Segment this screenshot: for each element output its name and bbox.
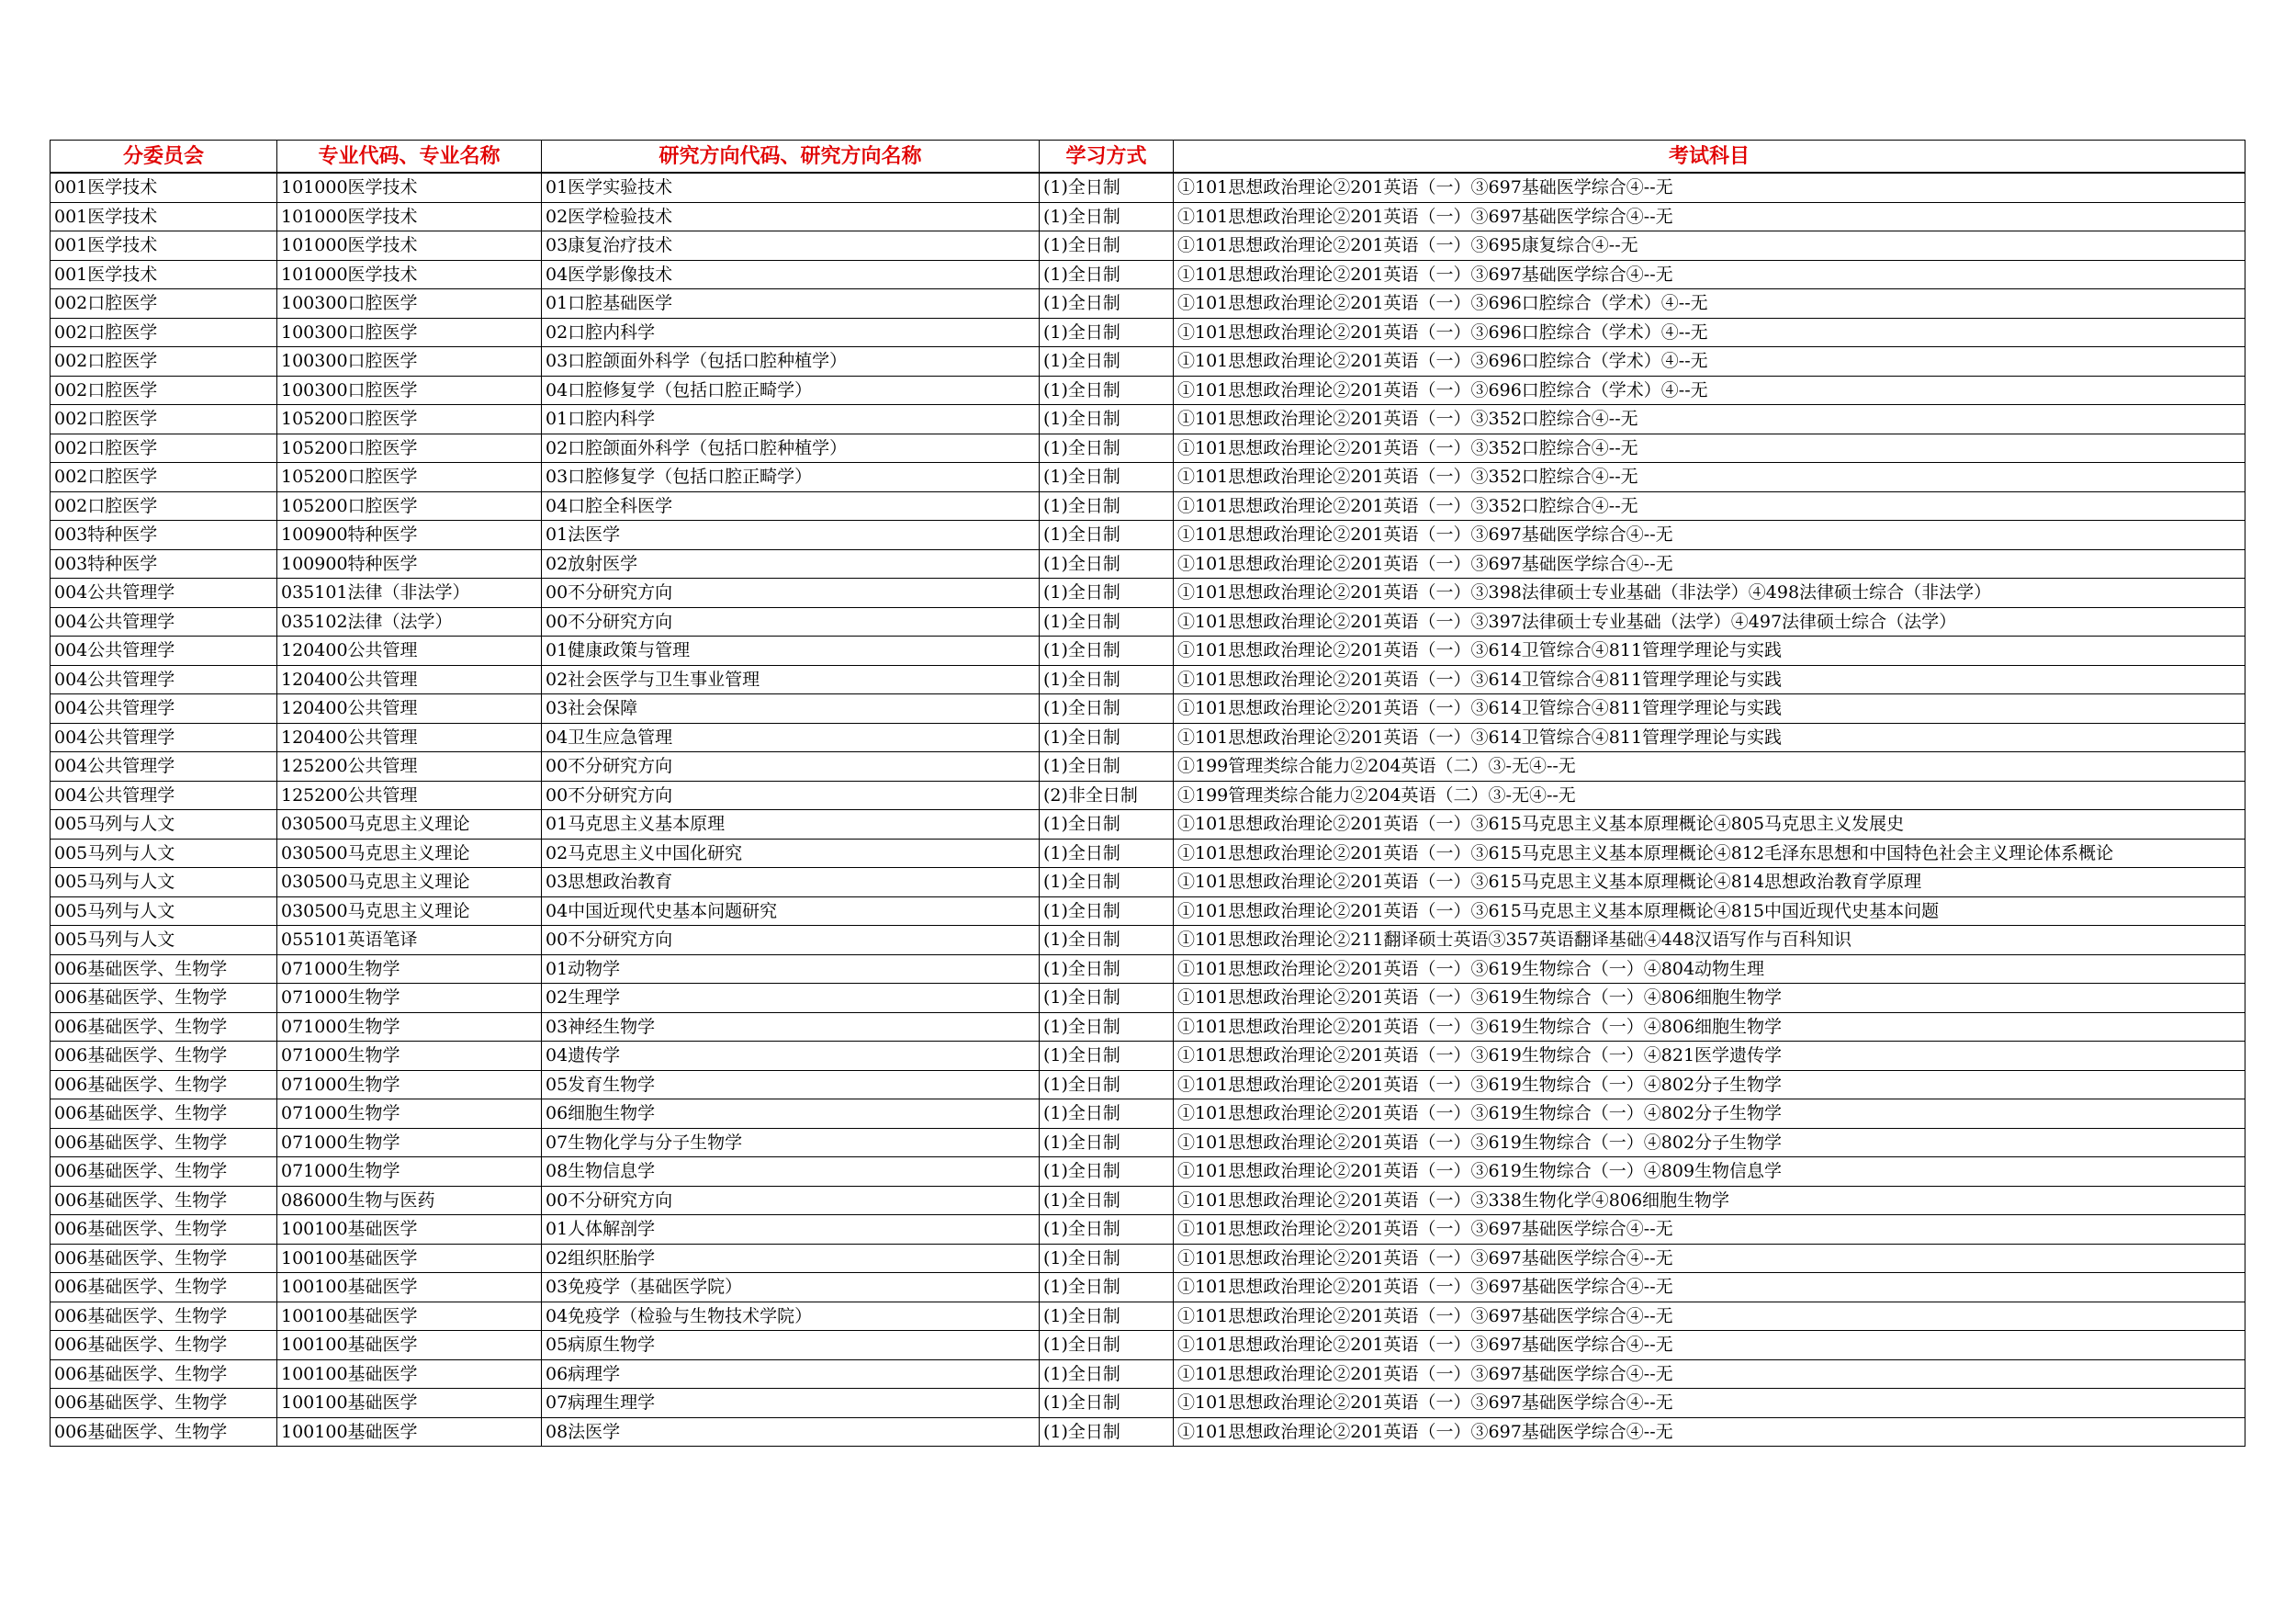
research-direction-cell: 05发育生物学 (542, 1070, 1040, 1099)
committee-cell: 004公共管理学 (51, 694, 277, 724)
study-mode-cell: (1)全日制 (1040, 637, 1174, 666)
exam-subjects-cell: ①101思想政治理论②201英语（一）③614卫管综合④811管理学理论与实践 (1174, 723, 2245, 752)
table-row (51, 896, 2245, 926)
major-cell: 105200口腔医学 (277, 405, 542, 434)
study-mode-cell: (1)全日制 (1040, 289, 1174, 319)
research-direction-cell: 08法医学 (542, 1417, 1040, 1447)
major-cell: 100100基础医学 (277, 1302, 542, 1331)
research-direction-cell: 02生理学 (542, 984, 1040, 1013)
research-direction-cell: 01人体解剖学 (542, 1215, 1040, 1245)
exam-subjects-cell: ①101思想政治理论②201英语（一）③614卫管综合④811管理学理论与实践 (1174, 694, 2245, 724)
research-direction-cell: 02马克思主义中国化研究 (542, 839, 1040, 868)
committee-cell: 006基础医学、生物学 (51, 1099, 277, 1129)
study-mode-cell: (1)全日制 (1040, 463, 1174, 492)
exam-subjects-cell: ①101思想政治理论②201英语（一）③352口腔综合④--无 (1174, 434, 2245, 463)
major-cell: 071000生物学 (277, 1042, 542, 1071)
table-row (51, 491, 2245, 521)
table-row (51, 1417, 2245, 1447)
study-mode-cell: (1)全日制 (1040, 1417, 1174, 1447)
research-direction-cell: 01法医学 (542, 521, 1040, 550)
exam-subjects-cell: ①101思想政治理论②201英语（一）③697基础医学综合④--无 (1174, 1215, 2245, 1245)
study-mode-cell: (1)全日制 (1040, 173, 1174, 202)
exam-subjects-cell: ①101思想政治理论②201英语（一）③697基础医学综合④--无 (1174, 202, 2245, 231)
committee-cell: 006基础医学、生物学 (51, 1302, 277, 1331)
header-row (51, 141, 2245, 174)
exam-subjects-cell: ①101思想政治理论②201英语（一）③398法律硕士专业基础（非法学）④498法律硕士综合（非法学） (1174, 579, 2245, 608)
research-direction-cell: 01口腔基础医学 (542, 289, 1040, 319)
major-cell: 105200口腔医学 (277, 434, 542, 463)
table-row (51, 1215, 2245, 1245)
exam-subjects-cell: ①101思想政治理论②201英语（一）③697基础医学综合④--无 (1174, 549, 2245, 579)
study-mode-cell: (1)全日制 (1040, 723, 1174, 752)
study-mode-cell: (1)全日制 (1040, 1099, 1174, 1129)
study-mode-cell: (1)全日制 (1040, 491, 1174, 521)
study-mode-cell: (1)全日制 (1040, 954, 1174, 984)
study-mode-cell: (1)全日制 (1040, 434, 1174, 463)
study-mode-cell: (1)全日制 (1040, 1389, 1174, 1418)
exam-subjects-cell: ①101思想政治理论②201英语（一）③697基础医学综合④--无 (1174, 1389, 2245, 1418)
major-cell: 120400公共管理 (277, 637, 542, 666)
table-row (51, 463, 2245, 492)
major-cell: 101000医学技术 (277, 231, 542, 261)
study-mode-cell: (1)全日制 (1040, 926, 1174, 955)
committee-cell: 003特种医学 (51, 549, 277, 579)
exam-subjects-cell: ①101思想政治理论②201英语（一）③697基础医学综合④--无 (1174, 260, 2245, 289)
research-direction-cell: 08生物信息学 (542, 1157, 1040, 1187)
committee-cell: 005马列与人文 (51, 839, 277, 868)
committee-cell: 006基础医学、生物学 (51, 1389, 277, 1418)
major-cell: 100300口腔医学 (277, 347, 542, 377)
committee-cell: 002口腔医学 (51, 491, 277, 521)
major-cell: 120400公共管理 (277, 694, 542, 724)
exam-subjects-cell: ①101思想政治理论②201英语（一）③697基础医学综合④--无 (1174, 1417, 2245, 1447)
table-row (51, 434, 2245, 463)
research-direction-cell: 04免疫学（检验与生物技术学院） (542, 1302, 1040, 1331)
study-mode-cell: (1)全日制 (1040, 839, 1174, 868)
committee-cell: 004公共管理学 (51, 637, 277, 666)
committee-cell: 002口腔医学 (51, 318, 277, 347)
research-direction-cell: 00不分研究方向 (542, 579, 1040, 608)
exam-subjects-cell: ①101思想政治理论②201英语（一）③619生物综合（一）④806细胞生物学 (1174, 1012, 2245, 1042)
exam-subjects-cell: ①101思想政治理论②201英语（一）③619生物综合（一）④802分子生物学 (1174, 1099, 2245, 1129)
committee-cell: 006基础医学、生物学 (51, 1042, 277, 1071)
committee-cell: 004公共管理学 (51, 781, 277, 810)
table-row (51, 752, 2245, 782)
study-mode-cell: (1)全日制 (1040, 260, 1174, 289)
committee-cell: 001医学技术 (51, 260, 277, 289)
table-row (51, 1186, 2245, 1215)
table-row (51, 347, 2245, 377)
exam-subjects-cell: ①101思想政治理论②201英语（一）③696口腔综合（学术）④--无 (1174, 376, 2245, 405)
table-row (51, 723, 2245, 752)
committee-cell: 003特种医学 (51, 521, 277, 550)
committee-cell: 001医学技术 (51, 202, 277, 231)
major-cell: 125200公共管理 (277, 781, 542, 810)
major-cell: 100100基础医学 (277, 1359, 542, 1389)
exam-subjects-cell: ①101思想政治理论②201英语（一）③338生物化学④806细胞生物学 (1174, 1186, 2245, 1215)
major-cell: 071000生物学 (277, 1012, 542, 1042)
study-mode-cell: (1)全日制 (1040, 1157, 1174, 1187)
committee-cell: 002口腔医学 (51, 347, 277, 377)
committee-cell: 006基础医学、生物学 (51, 1128, 277, 1157)
table-row (51, 1128, 2245, 1157)
exam-subjects-cell: ①101思想政治理论②201英语（一）③697基础医学综合④--无 (1174, 1359, 2245, 1389)
study-mode-cell: (1)全日制 (1040, 549, 1174, 579)
major-cell: 071000生物学 (277, 1128, 542, 1157)
exam-subjects-cell: ①101思想政治理论②201英语（一）③619生物综合（一）④809生物信息学 (1174, 1157, 2245, 1187)
major-cell: 030500马克思主义理论 (277, 839, 542, 868)
research-direction-cell: 01马克思主义基本原理 (542, 810, 1040, 840)
table-row (51, 1359, 2245, 1389)
study-mode-cell: (1)全日制 (1040, 1042, 1174, 1071)
table-row (51, 1389, 2245, 1418)
committee-cell: 004公共管理学 (51, 665, 277, 694)
exam-subjects-cell: ①101思想政治理论②201英语（一）③697基础医学综合④--无 (1174, 173, 2245, 202)
table-row (51, 984, 2245, 1013)
committee-cell: 004公共管理学 (51, 579, 277, 608)
exam-subjects-cell: ①101思想政治理论②201英语（一）③352口腔综合④--无 (1174, 405, 2245, 434)
major-cell: 071000生物学 (277, 1070, 542, 1099)
major-cell: 101000医学技术 (277, 202, 542, 231)
major-cell: 035102法律（法学） (277, 607, 542, 637)
study-mode-cell: (2)非全日制 (1040, 781, 1174, 810)
study-mode-cell: (1)全日制 (1040, 1070, 1174, 1099)
study-mode-cell: (1)全日制 (1040, 896, 1174, 926)
exam-subjects-cell: ①101思想政治理论②201英语（一）③352口腔综合④--无 (1174, 491, 2245, 521)
table-row (51, 1012, 2245, 1042)
major-cell: 035101法律（非法学） (277, 579, 542, 608)
major-cell: 120400公共管理 (277, 665, 542, 694)
table-row (51, 694, 2245, 724)
research-direction-cell: 01口腔内科学 (542, 405, 1040, 434)
exam-subjects-cell: ①101思想政治理论②201英语（一）③397法律硕士专业基础（法学）④497法律硕士综合（法学） (1174, 607, 2245, 637)
major-cell: 101000医学技术 (277, 173, 542, 202)
committee-cell: 005马列与人文 (51, 926, 277, 955)
committee-cell: 006基础医学、生物学 (51, 1417, 277, 1447)
major-cell: 071000生物学 (277, 1157, 542, 1187)
table-row (51, 521, 2245, 550)
exam-subjects-cell: ①101思想政治理论②201英语（一）③615马克思主义基本原理概论④814思想政治教育学原理 (1174, 868, 2245, 897)
exam-subjects-cell: ①101思想政治理论②211翻译硕士英语③357英语翻译基础④448汉语写作与百科知识 (1174, 926, 2245, 955)
table-row (51, 260, 2245, 289)
exam-subjects-cell: ①101思想政治理论②201英语（一）③614卫管综合④811管理学理论与实践 (1174, 665, 2245, 694)
committee-cell: 006基础医学、生物学 (51, 954, 277, 984)
study-mode-cell: (1)全日制 (1040, 984, 1174, 1013)
research-direction-cell: 03思想政治教育 (542, 868, 1040, 897)
major-cell: 100100基础医学 (277, 1215, 542, 1245)
research-direction-cell: 03口腔颌面外科学（包括口腔种植学） (542, 347, 1040, 377)
table-row (51, 289, 2245, 319)
major-cell: 100100基础医学 (277, 1417, 542, 1447)
study-mode-cell: (1)全日制 (1040, 1215, 1174, 1245)
research-direction-cell: 00不分研究方向 (542, 781, 1040, 810)
study-mode-cell: (1)全日制 (1040, 1302, 1174, 1331)
table-row (51, 1302, 2245, 1331)
committee-cell: 006基础医学、生物学 (51, 1070, 277, 1099)
major-cell: 100100基础医学 (277, 1244, 542, 1273)
table-row (51, 810, 2245, 840)
research-direction-cell: 06病理学 (542, 1359, 1040, 1389)
research-direction-cell: 02口腔颌面外科学（包括口腔种植学） (542, 434, 1040, 463)
major-cell: 100300口腔医学 (277, 376, 542, 405)
table-header (51, 141, 2245, 174)
table-row (51, 202, 2245, 231)
study-mode-cell: (1)全日制 (1040, 376, 1174, 405)
exam-subjects-cell: ①101思想政治理论②201英语（一）③696口腔综合（学术）④--无 (1174, 289, 2245, 319)
exam-subjects-cell: ①101思想政治理论②201英语（一）③696口腔综合（学术）④--无 (1174, 318, 2245, 347)
table-row (51, 318, 2245, 347)
research-direction-cell: 00不分研究方向 (542, 752, 1040, 782)
study-mode-cell: (1)全日制 (1040, 231, 1174, 261)
committee-cell: 006基础医学、生物学 (51, 1157, 277, 1187)
exam-subjects-cell: ①101思想政治理论②201英语（一）③697基础医学综合④--无 (1174, 1273, 2245, 1302)
table-row (51, 1331, 2245, 1360)
exam-subjects-cell: ①101思想政治理论②201英语（一）③619生物综合（一）④821医学遗传学 (1174, 1042, 2245, 1071)
table-row (51, 1070, 2245, 1099)
header-exam-subjects: 考试科目 (1174, 141, 2245, 174)
committee-cell: 005马列与人文 (51, 868, 277, 897)
research-direction-cell: 02放射医学 (542, 549, 1040, 579)
committee-cell: 002口腔医学 (51, 463, 277, 492)
research-direction-cell: 00不分研究方向 (542, 926, 1040, 955)
major-cell: 086000生物与医药 (277, 1186, 542, 1215)
table-row (51, 579, 2245, 608)
major-cell: 071000生物学 (277, 954, 542, 984)
research-direction-cell: 03康复治疗技术 (542, 231, 1040, 261)
research-direction-cell: 04遗传学 (542, 1042, 1040, 1071)
committee-cell: 002口腔医学 (51, 376, 277, 405)
major-cell: 030500马克思主义理论 (277, 868, 542, 897)
study-mode-cell: (1)全日制 (1040, 1186, 1174, 1215)
table-row (51, 173, 2245, 202)
committee-cell: 004公共管理学 (51, 723, 277, 752)
study-mode-cell: (1)全日制 (1040, 405, 1174, 434)
exam-subjects-cell: ①101思想政治理论②201英语（一）③352口腔综合④--无 (1174, 463, 2245, 492)
table-body (51, 173, 2245, 1447)
study-mode-cell: (1)全日制 (1040, 1128, 1174, 1157)
table-row (51, 231, 2245, 261)
exam-subjects-cell: ①199管理类综合能力②204英语（二）③-无④--无 (1174, 781, 2245, 810)
committee-cell: 006基础医学、生物学 (51, 1215, 277, 1245)
research-direction-cell: 02口腔内科学 (542, 318, 1040, 347)
committee-cell: 006基础医学、生物学 (51, 984, 277, 1013)
research-direction-cell: 01动物学 (542, 954, 1040, 984)
major-cell: 100100基础医学 (277, 1273, 542, 1302)
study-mode-cell: (1)全日制 (1040, 665, 1174, 694)
table-row (51, 1157, 2245, 1187)
table-row (51, 637, 2245, 666)
study-mode-cell: (1)全日制 (1040, 521, 1174, 550)
exam-subjects-cell: ①101思想政治理论②201英语（一）③619生物综合（一）④804动物生理 (1174, 954, 2245, 984)
major-cell: 100300口腔医学 (277, 318, 542, 347)
study-mode-cell: (1)全日制 (1040, 1359, 1174, 1389)
major-cell: 101000医学技术 (277, 260, 542, 289)
header-major: 专业代码、专业名称 (277, 141, 542, 174)
study-mode-cell: (1)全日制 (1040, 1331, 1174, 1360)
research-direction-cell: 04医学影像技术 (542, 260, 1040, 289)
exam-subjects-cell: ①101思想政治理论②201英语（一）③695康复综合④--无 (1174, 231, 2245, 261)
exam-subjects-cell: ①101思想政治理论②201英语（一）③619生物综合（一）④802分子生物学 (1174, 1128, 2245, 1157)
table-row (51, 926, 2245, 955)
research-direction-cell: 01医学实验技术 (542, 173, 1040, 202)
committee-cell: 005马列与人文 (51, 810, 277, 840)
exam-subjects-cell: ①101思想政治理论②201英语（一）③697基础医学综合④--无 (1174, 1331, 2245, 1360)
major-cell: 100900特种医学 (277, 521, 542, 550)
research-direction-cell: 04中国近现代史基本问题研究 (542, 896, 1040, 926)
exam-subjects-cell: ①101思想政治理论②201英语（一）③615马克思主义基本原理概论④812毛泽东思想和中国特色社会主义理论体系概论 (1174, 839, 2245, 868)
table-row (51, 1099, 2245, 1129)
header-research-direction: 研究方向代码、研究方向名称 (542, 141, 1040, 174)
table-row (51, 607, 2245, 637)
committee-cell: 004公共管理学 (51, 607, 277, 637)
major-cell: 100900特种医学 (277, 549, 542, 579)
study-mode-cell: (1)全日制 (1040, 1273, 1174, 1302)
major-cell: 100100基础医学 (277, 1389, 542, 1418)
study-mode-cell: (1)全日制 (1040, 868, 1174, 897)
research-direction-cell: 04卫生应急管理 (542, 723, 1040, 752)
major-cell: 071000生物学 (277, 1099, 542, 1129)
major-cell: 030500马克思主义理论 (277, 896, 542, 926)
table-row (51, 405, 2245, 434)
study-mode-cell: (1)全日制 (1040, 579, 1174, 608)
research-direction-cell: 07生物化学与分子生物学 (542, 1128, 1040, 1157)
research-direction-cell: 07病理生理学 (542, 1389, 1040, 1418)
committee-cell: 006基础医学、生物学 (51, 1331, 277, 1360)
major-cell: 105200口腔医学 (277, 463, 542, 492)
exam-subjects-cell: ①101思想政治理论②201英语（一）③697基础医学综合④--无 (1174, 1244, 2245, 1273)
study-mode-cell: (1)全日制 (1040, 202, 1174, 231)
table-row (51, 549, 2245, 579)
exam-subjects-cell: ①101思想政治理论②201英语（一）③619生物综合（一）④802分子生物学 (1174, 1070, 2245, 1099)
major-cell: 105200口腔医学 (277, 491, 542, 521)
committee-cell: 001医学技术 (51, 231, 277, 261)
major-cell: 100100基础医学 (277, 1331, 542, 1360)
study-mode-cell: (1)全日制 (1040, 347, 1174, 377)
research-direction-cell: 03免疫学（基础医学院） (542, 1273, 1040, 1302)
major-cell: 055101英语笔译 (277, 926, 542, 955)
research-direction-cell: 04口腔全科医学 (542, 491, 1040, 521)
research-direction-cell: 02组织胚胎学 (542, 1244, 1040, 1273)
study-mode-cell: (1)全日制 (1040, 607, 1174, 637)
committee-cell: 006基础医学、生物学 (51, 1359, 277, 1389)
table-row (51, 1273, 2245, 1302)
table-row (51, 954, 2245, 984)
exam-subjects-cell: ①101思想政治理论②201英语（一）③696口腔综合（学术）④--无 (1174, 347, 2245, 377)
study-mode-cell: (1)全日制 (1040, 318, 1174, 347)
major-cell: 071000生物学 (277, 984, 542, 1013)
research-direction-cell: 03口腔修复学（包括口腔正畸学） (542, 463, 1040, 492)
table-row (51, 376, 2245, 405)
research-direction-cell: 01健康政策与管理 (542, 637, 1040, 666)
research-direction-cell: 00不分研究方向 (542, 1186, 1040, 1215)
header-committee: 分委员会 (51, 141, 277, 174)
study-mode-cell: (1)全日制 (1040, 1012, 1174, 1042)
study-mode-cell: (1)全日制 (1040, 1244, 1174, 1273)
committee-cell: 002口腔医学 (51, 405, 277, 434)
exam-subjects-cell: ①101思想政治理论②201英语（一）③614卫管综合④811管理学理论与实践 (1174, 637, 2245, 666)
research-direction-cell: 02医学检验技术 (542, 202, 1040, 231)
exam-subjects-cell: ①101思想政治理论②201英语（一）③615马克思主义基本原理概论④815中国近现代史基本问题 (1174, 896, 2245, 926)
table-row (51, 1042, 2245, 1071)
study-mode-cell: (1)全日制 (1040, 810, 1174, 840)
committee-cell: 002口腔医学 (51, 434, 277, 463)
exam-subjects-cell: ①101思想政治理论②201英语（一）③697基础医学综合④--无 (1174, 1302, 2245, 1331)
table-row (51, 1244, 2245, 1273)
exam-subjects-cell: ①199管理类综合能力②204英语（二）③-无④--无 (1174, 752, 2245, 782)
committee-cell: 005马列与人文 (51, 896, 277, 926)
research-direction-cell: 04口腔修复学（包括口腔正畸学） (542, 376, 1040, 405)
research-direction-cell: 03社会保障 (542, 694, 1040, 724)
study-mode-cell: (1)全日制 (1040, 752, 1174, 782)
major-cell: 125200公共管理 (277, 752, 542, 782)
research-direction-cell: 00不分研究方向 (542, 607, 1040, 637)
table-row (51, 839, 2245, 868)
major-cell: 030500马克思主义理论 (277, 810, 542, 840)
research-direction-cell: 03神经生物学 (542, 1012, 1040, 1042)
major-cell: 120400公共管理 (277, 723, 542, 752)
exam-subjects-cell: ①101思想政治理论②201英语（一）③619生物综合（一）④806细胞生物学 (1174, 984, 2245, 1013)
research-direction-cell: 05病原生物学 (542, 1331, 1040, 1360)
table-row (51, 781, 2245, 810)
committee-cell: 006基础医学、生物学 (51, 1186, 277, 1215)
committee-cell: 001医学技术 (51, 173, 277, 202)
header-study-mode: 学习方式 (1040, 141, 1174, 174)
committee-cell: 006基础医学、生物学 (51, 1012, 277, 1042)
table-row (51, 868, 2245, 897)
table-row (51, 665, 2245, 694)
admissions-table (50, 140, 2245, 1447)
committee-cell: 002口腔医学 (51, 289, 277, 319)
committee-cell: 004公共管理学 (51, 752, 277, 782)
research-direction-cell: 06细胞生物学 (542, 1099, 1040, 1129)
study-mode-cell: (1)全日制 (1040, 694, 1174, 724)
exam-subjects-cell: ①101思想政治理论②201英语（一）③697基础医学综合④--无 (1174, 521, 2245, 550)
research-direction-cell: 02社会医学与卫生事业管理 (542, 665, 1040, 694)
committee-cell: 006基础医学、生物学 (51, 1244, 277, 1273)
major-cell: 100300口腔医学 (277, 289, 542, 319)
committee-cell: 006基础医学、生物学 (51, 1273, 277, 1302)
exam-subjects-cell: ①101思想政治理论②201英语（一）③615马克思主义基本原理概论④805马克思主义发展史 (1174, 810, 2245, 840)
